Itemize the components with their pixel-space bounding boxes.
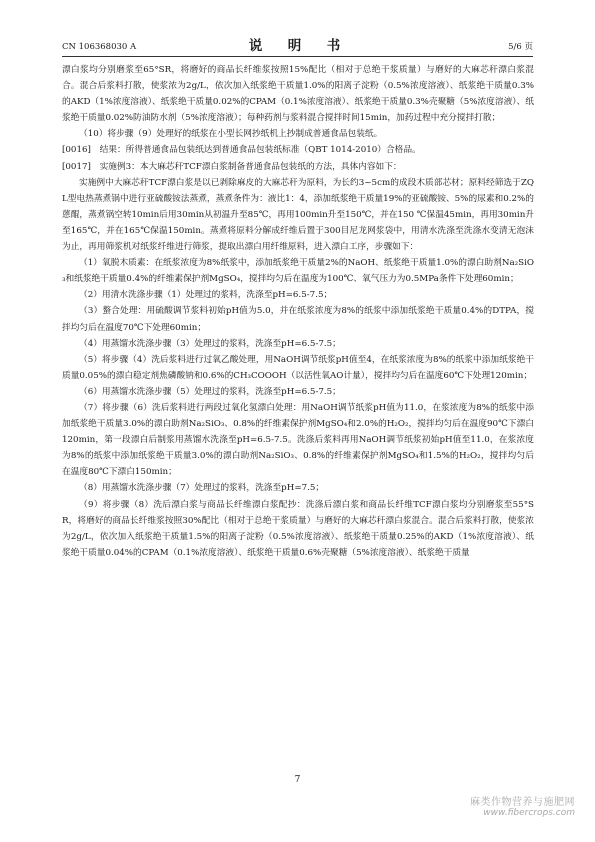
paragraph: （9）将步骤（8）洗后漂白浆与商品长纤维漂白浆配抄：洗涤后漂白浆和商品长纤维TCF漂白浆均分别磨浆至55°SR，将磨好的商品长纤维浆按照30%配比（相对于总绝干浆质量）与磨好的大麻芯秆漂白浆混合。混合后浆料打散，使浆浓为2g/L，依次加入纸浆绝干质量1.5%的阳离子淀粉（0.5%浓度溶液）、纸浆绝干质量0.25%的AKD（1%浓度溶液）、纸浆绝干质量0.04%的CPAM（0.1%浓度溶液）、纸浆绝干质量0.6%壳聚糖（5%浓度溶液）、纸浆绝干质量	[62, 499, 534, 558]
paragraph: 漂白浆均分别磨浆至65°SR，将磨好的商品长纤维浆按照15%配比（相对于总绝干浆质量）与磨好的大麻芯秆漂白浆混合。混合后浆料打散，使浆浓为2g/L，依次加入纸浆绝干质量1.0%的阳离子淀粉（0.5%浓度溶液）、纸浆绝干质量0.3%的AKD（1%浓度溶液）、纸浆绝干质量0.02%的CPAM（0.1%浓度溶液）、纸浆绝干质量0.3%壳聚糖（5%浓度溶液）、纸浆绝干质量0.02%防油防水剂（5%浓度溶液）；每种药剂与浆料混合搅拌时间15min，加药过程中充分搅拌打散；	[62, 65, 534, 124]
document-body	[62, 62, 534, 561]
paragraph: （6）用蒸馏水洗涤步骤（5）处理过的浆料，洗涤至pH=6.5-7.5；	[79, 386, 341, 397]
watermark	[470, 793, 575, 818]
paragraph: （10）将步骤（9）处理好的纸浆在小型长网抄纸机上抄制成普通食品包装纸。	[79, 129, 383, 140]
page-info: 5/6 页	[508, 42, 533, 52]
paragraph: [0016] 结果：所得普通食品包装纸达到普通食品包装纸标准（QBT 1014-2010）合格品。	[62, 145, 421, 156]
paragraph: （5）将步骤（4）洗后浆料进行过氧乙酸处理，用NaOH调节纸浆pH值至4，在纸浆浓度为8%的纸浆中添加纸浆绝干质量0.05%的漂白稳定剂焦磷酸钠和0.6%的CH₃COOOH（以活性氧AO计量），搅拌均匀后在温度60℃下处理120min；	[62, 354, 534, 381]
document-title: 说 明 书	[248, 38, 347, 54]
page-number: 7	[294, 775, 301, 785]
paragraph: （7）将步骤（6）洗后浆料进行两段过氧化氢漂白处理：用NaOH调节纸浆pH值为11.0，在浆浓度为8%的纸浆中添加纸浆绝干质量3.0%的漂白助剂Na₂SiO₃、0.8%的纤维素保护剂MgSO₄和2.0%的H₂O₂，搅拌均匀后在温度90℃下漂白120min，第一段漂白后制浆用蒸馏水洗涤至pH=6.5-7.5。洗涤后浆料再用NaOH调节纸浆初始pH值至11.0，在浆浓度为8%的纸浆中添加纸浆绝干质量3.0%的漂白助剂Na₂SiO₃、0.8%的纤维素保护剂MgSO₄和1.5%的H₂O₂，搅拌均匀后在温度80℃下漂白150min；	[62, 402, 534, 478]
paragraph: 实施例中大麻芯秆TCF漂白浆是以已剥除麻皮的大麻芯秆为原料，为长约3~5cm的成段木质部芯材；原料经筛选于ZQL型电热蒸煮锅中进行亚硫酸铵法蒸煮，蒸煮条件为：液比1：4，添加纸浆绝干质量19%的亚硫酸铵、5%的尿素和0.2%的蒽醌，蒸煮锅空转10min后用30min从初温升至85℃，再用100min升至150℃，并在150 ℃保温45min，再用30min升至165℃，并在165℃保温150min。蒸煮将原料分解成纤维后置于300目尼龙网浆袋中，用清水洗涤至洗涤水变清无泡沫为止，再用筛浆机对纸浆纤维进行筛浆，提取出漂白用纤维原料，进入漂白工序，步骤如下：	[62, 177, 534, 253]
paragraph: （1）氧脱木质素：在纸浆浓度为8%纸浆中，添加纸浆绝干质量2%的NaOH、纸浆绝干质量1.0%的漂白助剂Na₂SiO₃和纸浆绝干质量0.4%的纤维素保护剂MgSO₄，搅拌均匀后在温度为100℃、氧气压力为0.5MPa条件下处理60min；	[62, 258, 534, 285]
page-header	[62, 36, 533, 57]
paragraph: （3）螯合处理：用硫酸调节浆料初始pH值为5.0，并在纸浆浓度为8%的纸浆中添加纸浆绝干质量0.4%的DTPA，搅拌均匀后在温度70℃下处理60min；	[62, 306, 534, 333]
paragraph: [0017] 实施例3：本大麻芯秆TCF漂白浆制备普通食品包装纸的方法，具体内容如下：	[62, 161, 402, 172]
paragraph: （2）用清水洗涤步骤（1）处理过的浆料，洗涤至pH=6.5-7.5；	[79, 290, 333, 301]
paragraph: （8）用蒸馏水洗涤步骤（7）处理过的浆料，洗涤至pH=7.5；	[79, 483, 325, 494]
paragraph: （4）用蒸馏水洗涤步骤（3）处理过的浆料，洗涤至pH=6.5-7.5；	[79, 338, 341, 349]
patent-number: CN 106368030 A	[62, 42, 137, 52]
watermark-url: www.fibercrops.com	[483, 808, 575, 818]
watermark-site-name: 麻类作物营养与施肥网	[470, 797, 575, 808]
